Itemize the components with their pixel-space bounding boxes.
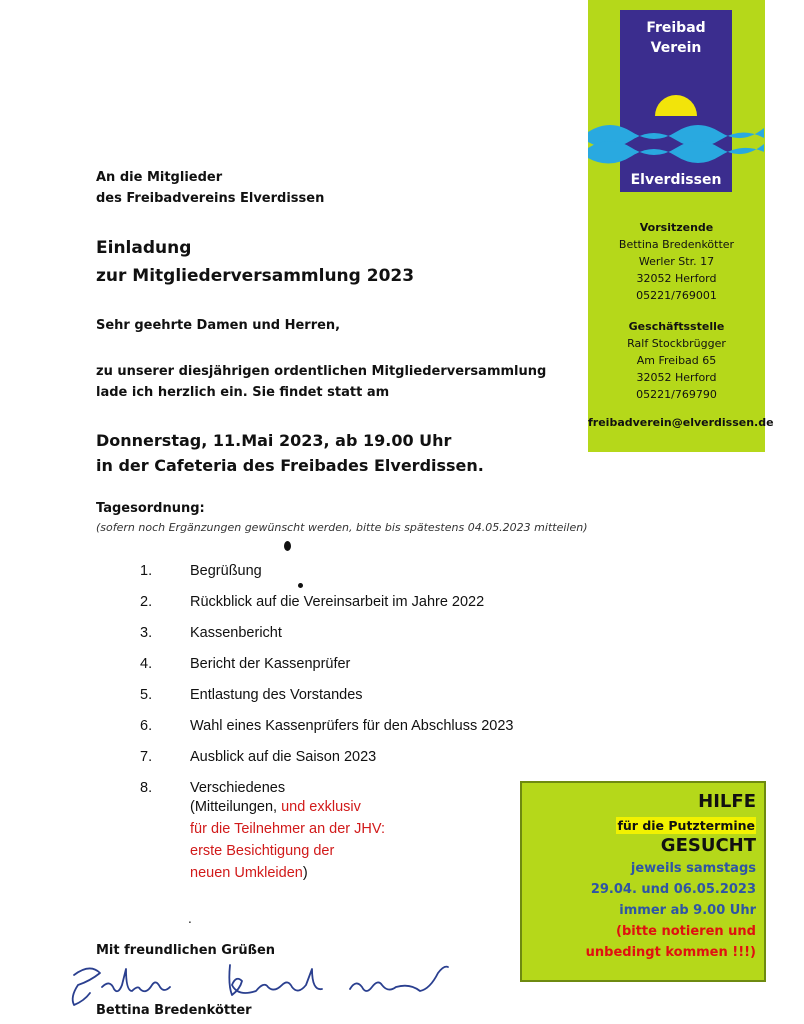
intro-paragraph xyxy=(96,361,546,403)
help-note-1: (bitte notieren und xyxy=(616,924,756,939)
salutation: Sehr geehrte Damen und Herren, xyxy=(96,318,341,333)
item8-sub-4 xyxy=(190,862,385,884)
chair-city: 32052 Herford xyxy=(636,272,717,285)
item8-sub-1 xyxy=(190,796,385,818)
logo-line-1: Freibad xyxy=(646,20,706,36)
chair-name: Bettina Bredenkötter xyxy=(618,238,735,251)
closing-line: Mit freundlichen Grüßen xyxy=(96,943,276,958)
signer-name: Bettina Bredenkötter xyxy=(96,1003,252,1018)
agenda-item xyxy=(140,625,385,656)
intro-line-2: lade ich herzlich ein. Sie findet statt am xyxy=(96,385,390,400)
agenda-item-number: 2. xyxy=(140,594,153,610)
office-name: Ralf Stockbrügger xyxy=(627,337,726,350)
chair-heading: Vorsitzende xyxy=(639,221,714,234)
agenda-item xyxy=(140,594,485,625)
item8-sub-4-red: neuen Umkleiden xyxy=(190,865,303,881)
chair-street: Werler Str. 17 xyxy=(638,255,715,268)
club-email[interactable]: freibadverein@elverdissen.de xyxy=(588,416,774,429)
recipient-address xyxy=(96,167,324,209)
agenda-item-text: Rückblick auf die Vereinsarbeit im Jahre 2022 xyxy=(190,594,485,610)
office-contact xyxy=(588,318,765,403)
logo-place: Elverdissen xyxy=(630,172,722,188)
letter-title xyxy=(96,234,414,290)
event-details xyxy=(96,428,484,478)
handwritten-signature xyxy=(60,955,460,1010)
help-schedule-2: 29.04. und 06.05.2023 xyxy=(590,882,756,897)
item8-sub-2: für die Teilnehmer an der JHV: xyxy=(190,821,386,837)
agenda-item-number: 7. xyxy=(140,749,153,765)
address-line-2: des Freibadvereins Elverdissen xyxy=(96,191,325,206)
agenda-item xyxy=(140,780,385,884)
agenda-item-number: 1. xyxy=(140,563,153,579)
small-dot: . xyxy=(188,912,192,926)
agenda-item xyxy=(140,563,385,594)
agenda-item-text: Entlastung des Vorstandes xyxy=(190,687,363,703)
intro-line-1: zu unserer diesjährigen ordentlichen Mitgliederversammlung xyxy=(96,364,547,379)
chair-phone: 05221/769001 xyxy=(636,289,717,302)
agenda-item-number: 8. xyxy=(140,780,153,796)
agenda-item-body xyxy=(190,780,385,884)
sun-waves-icon xyxy=(588,90,765,170)
agenda-item xyxy=(140,718,514,749)
sidebar-panel xyxy=(588,0,774,452)
item8-sub-4-black: ) xyxy=(302,865,308,881)
agenda-item-text: Ausblick auf die Saison 2023 xyxy=(190,749,377,765)
agenda-item-number: 4. xyxy=(140,656,153,672)
agenda-list xyxy=(140,563,514,884)
agenda-item-text: Wahl eines Kassenprüfers für den Abschluss 2023 xyxy=(190,718,514,734)
chair-contact xyxy=(588,219,765,304)
agenda-item-text: Verschiedenes xyxy=(190,780,286,796)
club-logo xyxy=(620,10,732,192)
logo-line-2: Verein xyxy=(650,40,702,56)
agenda-item xyxy=(140,687,385,718)
title-line-2: zur Mitgliederversammlung 2023 xyxy=(96,266,415,286)
ink-mark xyxy=(284,541,291,551)
agenda-item-number: 6. xyxy=(140,718,153,734)
agenda-heading: Tagesordnung: xyxy=(96,501,205,516)
item8-sub-3: erste Besichtigung der xyxy=(190,843,335,859)
agenda-item-text: Bericht der Kassenprüfer xyxy=(190,656,351,672)
office-heading: Geschäftsstelle xyxy=(628,320,725,333)
help-wanted-label: GESUCHT xyxy=(660,835,756,856)
agenda-item-text: Begrüßung xyxy=(190,563,262,579)
agenda-item xyxy=(140,749,385,780)
address-line-1: An die Mitglieder xyxy=(96,170,223,185)
agenda-item-text: Kassenbericht xyxy=(190,625,282,641)
event-date: Donnerstag, 11.Mai 2023, ab 19.00 Uhr xyxy=(96,431,452,450)
help-note-2: unbedingt kommen !!!) xyxy=(585,945,756,960)
agenda-note: (sofern noch Ergänzungen gewünscht werden, bitte bis spätestens 04.05.2023 mitteilen) xyxy=(96,521,588,534)
item8-sub-1-red: und exklusiv xyxy=(277,799,361,815)
event-location: in der Cafeteria des Freibades Elverdissen. xyxy=(96,456,484,475)
office-phone: 05221/769790 xyxy=(636,388,717,401)
agenda-item-number: 5. xyxy=(140,687,153,703)
item8-sub-1-black: (Mitteilungen, xyxy=(190,799,278,815)
help-heading: HILFE xyxy=(698,791,756,812)
help-schedule-1: jeweils samstags xyxy=(630,861,756,876)
agenda-item xyxy=(140,656,385,687)
help-cleaning-label: für die Putztermine xyxy=(617,818,755,833)
title-line-1: Einladung xyxy=(96,238,192,258)
office-street: Am Freibad 65 xyxy=(636,354,717,367)
help-schedule-3: immer ab 9.00 Uhr xyxy=(619,903,756,918)
office-city: 32052 Herford xyxy=(636,371,717,384)
agenda-item-number: 3. xyxy=(140,625,153,641)
help-wanted-box xyxy=(520,781,766,982)
logo-title xyxy=(620,18,732,58)
